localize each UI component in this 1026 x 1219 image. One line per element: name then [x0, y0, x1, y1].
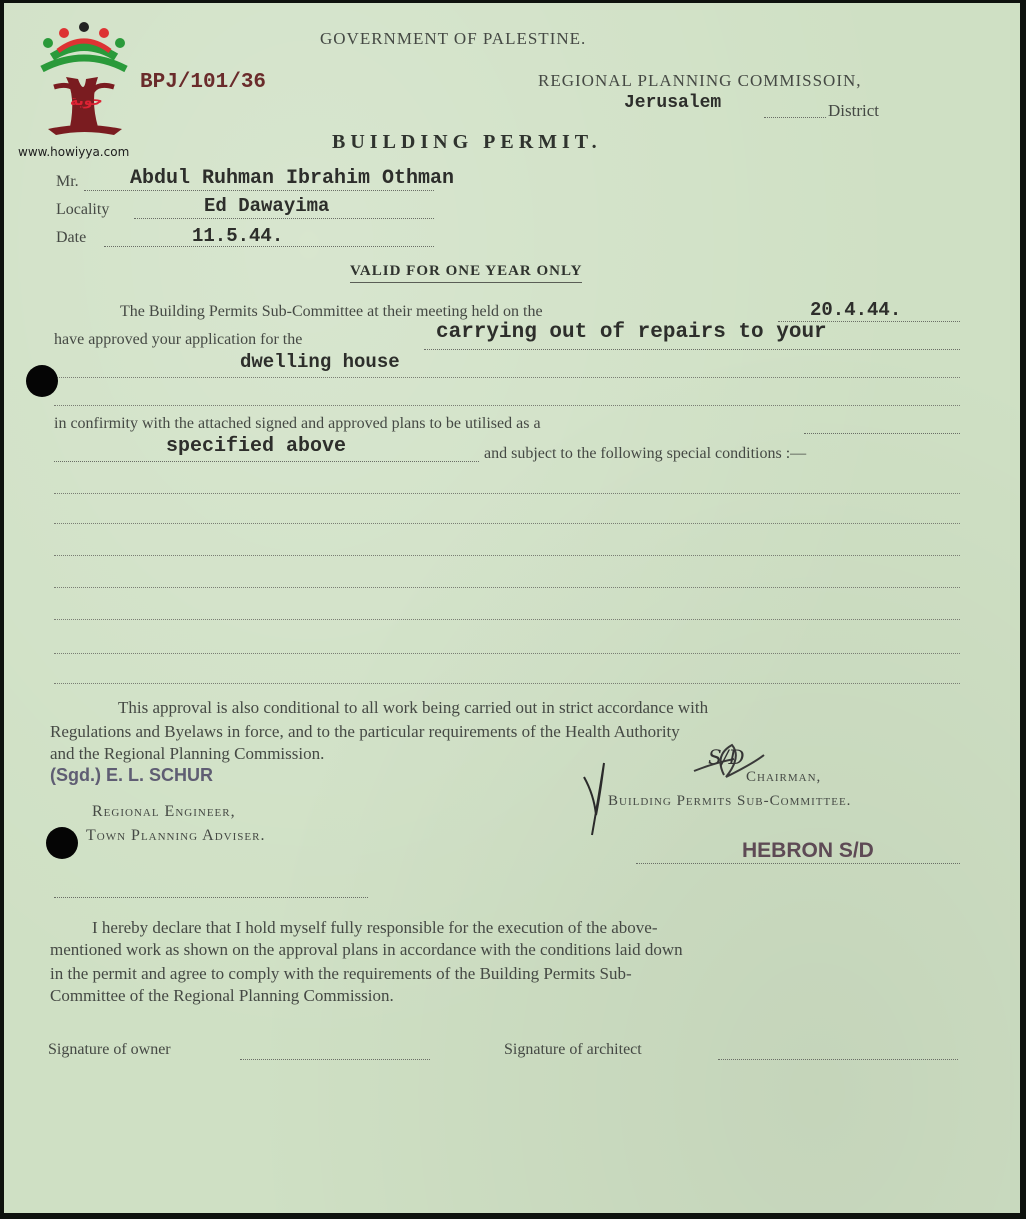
- declaration-rule: [54, 897, 368, 898]
- district-label: District: [828, 101, 879, 120]
- howiyya-logo: [14, 17, 154, 167]
- logo-url: www.howiyya.com: [18, 145, 130, 159]
- valid-notice: VALID FOR ONE YEAR ONLY: [350, 263, 582, 283]
- engineer-title-2: Town Planning Adviser.: [86, 827, 266, 844]
- declaration-line-1: I hereby declare that I hold myself fully responsible for the execution of the above-: [92, 918, 658, 937]
- approval-line-3: and the Regional Planning Commission.: [50, 744, 325, 763]
- district-dots: [764, 117, 826, 118]
- confirmity-text: in confirmity with the attached signed and approved plans to be utilised as a: [54, 415, 541, 432]
- utilised-value: specified above: [166, 435, 347, 458]
- approval-line-2: Regulations and Byelaws in force, and to the particular requirements of the Health Authority: [50, 722, 680, 741]
- chairman-initials: S/D: [708, 745, 745, 769]
- date-value: 11.5.44.: [192, 225, 284, 247]
- mr-label: Mr.: [56, 173, 79, 190]
- handwritten-signature: [564, 735, 804, 845]
- utilised-dots: [804, 433, 960, 434]
- approved-dots: [424, 349, 960, 350]
- declaration-line-2: mentioned work as shown on the approval plans in accordance with the conditions laid down: [50, 940, 683, 959]
- approved-value-1: carrying out of repairs to your: [436, 321, 827, 344]
- permit-document: [4, 3, 1020, 1213]
- logo-arabic-name: حوية: [70, 93, 103, 109]
- dotted-line: [54, 377, 960, 378]
- utilised-value-dots: [54, 461, 479, 462]
- locality-value: Ed Dawayima: [204, 195, 330, 217]
- subdistrict-dots: [636, 863, 960, 864]
- government-heading: GOVERNMENT OF PALESTINE.: [320, 29, 587, 48]
- reference-number: BPJ/101/36: [140, 71, 267, 94]
- owner-signature-line[interactable]: [240, 1059, 430, 1060]
- condition-line: [54, 653, 960, 654]
- locality-label: Locality: [56, 201, 110, 218]
- chairman-title: Chairman,: [746, 769, 822, 785]
- applicant-name: Abdul Ruhman Ibrahim Othman: [130, 167, 455, 190]
- chairman-title-2: Building Permits Sub-Committee.: [608, 793, 852, 809]
- commission-heading: REGIONAL PLANNING COMMISSOIN,: [538, 71, 862, 90]
- owner-signature-label: Signature of owner: [48, 1041, 171, 1058]
- district-value: Jerusalem: [624, 93, 722, 113]
- document-title: BUILDING PERMIT.: [332, 131, 602, 153]
- date-label: Date: [56, 229, 87, 246]
- approved-text: have approved your application for the: [54, 331, 303, 348]
- meeting-date: 20.4.44.: [810, 299, 902, 321]
- condition-line: [54, 493, 960, 494]
- punch-hole: [46, 827, 78, 859]
- condition-line: [54, 619, 960, 620]
- subdistrict-stamp: HEBRON S/D: [742, 839, 874, 862]
- condition-line: [54, 523, 960, 524]
- mr-dots: [84, 190, 434, 191]
- condition-line: [54, 683, 960, 684]
- meeting-text: The Building Permits Sub-Committee at their meeting held on the: [120, 303, 543, 320]
- approved-value-2: dwelling house: [240, 351, 400, 373]
- engineer-signed: (Sgd.) E. L. SCHUR: [50, 765, 213, 785]
- approval-line-1: This approval is also conditional to all work being carried out in strict accordance with: [118, 698, 709, 717]
- dotted-line: [54, 405, 960, 406]
- declaration-line-4: Committee of the Regional Planning Commission.: [50, 986, 394, 1005]
- architect-signature-label: Signature of architect: [504, 1041, 642, 1058]
- punch-hole: [26, 365, 58, 397]
- condition-line: [54, 587, 960, 588]
- condition-line: [54, 555, 960, 556]
- subject-text: and subject to the following special conditions :—: [484, 445, 807, 462]
- engineer-title: Regional Engineer,: [92, 803, 236, 820]
- locality-dots: [134, 218, 434, 219]
- architect-signature-line[interactable]: [718, 1059, 958, 1060]
- declaration-line-3: in the permit and agree to comply with the requirements of the Building Permits Sub-: [50, 964, 632, 983]
